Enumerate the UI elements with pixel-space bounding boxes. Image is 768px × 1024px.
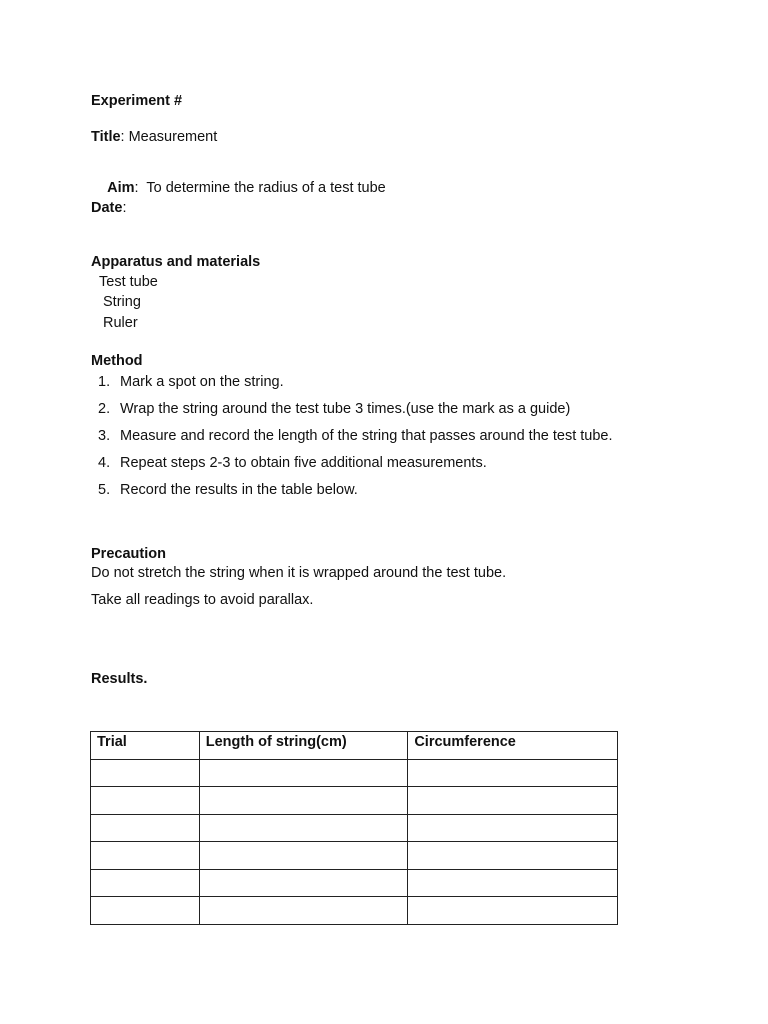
table-cell[interactable]	[408, 787, 618, 815]
aim-label: Aim	[107, 180, 135, 196]
aim-value: : To determine the radius of a test tube	[134, 180, 386, 196]
results-table	[90, 731, 618, 925]
table-row	[91, 869, 618, 897]
table-cell[interactable]	[199, 897, 408, 925]
table-cell[interactable]	[91, 842, 200, 870]
precaution-heading: Precaution	[91, 546, 166, 562]
apparatus-item: Ruler	[103, 315, 138, 331]
table-cell[interactable]	[199, 842, 408, 870]
table-row	[91, 842, 618, 870]
step-number: 2.	[98, 401, 111, 417]
table-cell[interactable]	[199, 759, 408, 787]
table-cell[interactable]	[408, 759, 618, 787]
date-label: Date	[91, 200, 123, 216]
table-cell[interactable]	[408, 869, 618, 897]
step-text: Repeat steps 2-3 to obtain five additional measurements.	[120, 455, 487, 471]
step-number: 1.	[98, 374, 111, 390]
apparatus-heading: Apparatus and materials	[91, 254, 261, 270]
results-heading: Results.	[91, 671, 148, 687]
date-value: :	[122, 200, 127, 216]
table-cell[interactable]	[408, 814, 618, 842]
step-text: Measure and record the length of the string that passes around the test tube.	[120, 428, 613, 444]
step-number: 4.	[98, 455, 111, 471]
table-cell[interactable]	[91, 787, 200, 815]
table-cell[interactable]	[91, 759, 200, 787]
table-header-row	[91, 732, 618, 760]
title-value: : Measurement	[120, 129, 218, 145]
table-row	[91, 787, 618, 815]
table-cell[interactable]	[199, 814, 408, 842]
title-line	[91, 129, 217, 145]
step-text: Wrap the string around the test tube 3 times.(use the mark as a guide)	[120, 401, 571, 417]
column-header-circumference: Circumference	[408, 732, 618, 760]
table-cell[interactable]	[91, 814, 200, 842]
table-cell[interactable]	[199, 869, 408, 897]
step-text: Mark a spot on the string.	[120, 374, 284, 390]
table-row	[91, 897, 618, 925]
step-number: 3.	[98, 428, 111, 444]
table-cell[interactable]	[91, 897, 200, 925]
table-cell[interactable]	[408, 897, 618, 925]
aim-line	[91, 164, 386, 212]
table-row	[91, 814, 618, 842]
column-header-trial: Trial	[91, 732, 200, 760]
precaution-line: Take all readings to avoid parallax.	[91, 592, 314, 608]
date-line	[91, 200, 126, 216]
table-row	[91, 759, 618, 787]
precaution-line: Do not stretch the string when it is wrapped around the test tube.	[91, 565, 507, 581]
method-heading: Method	[91, 353, 143, 369]
step-text: Record the results in the table below.	[120, 482, 358, 498]
step-number: 5.	[98, 482, 111, 498]
experiment-number-label: Experiment #	[91, 93, 183, 109]
apparatus-item: String	[103, 294, 141, 310]
table-cell[interactable]	[199, 787, 408, 815]
title-label: Title	[91, 129, 121, 145]
column-header-length: Length of string(cm)	[199, 732, 408, 760]
apparatus-item: Test tube	[99, 274, 158, 290]
table-cell[interactable]	[91, 869, 200, 897]
table-cell[interactable]	[408, 842, 618, 870]
